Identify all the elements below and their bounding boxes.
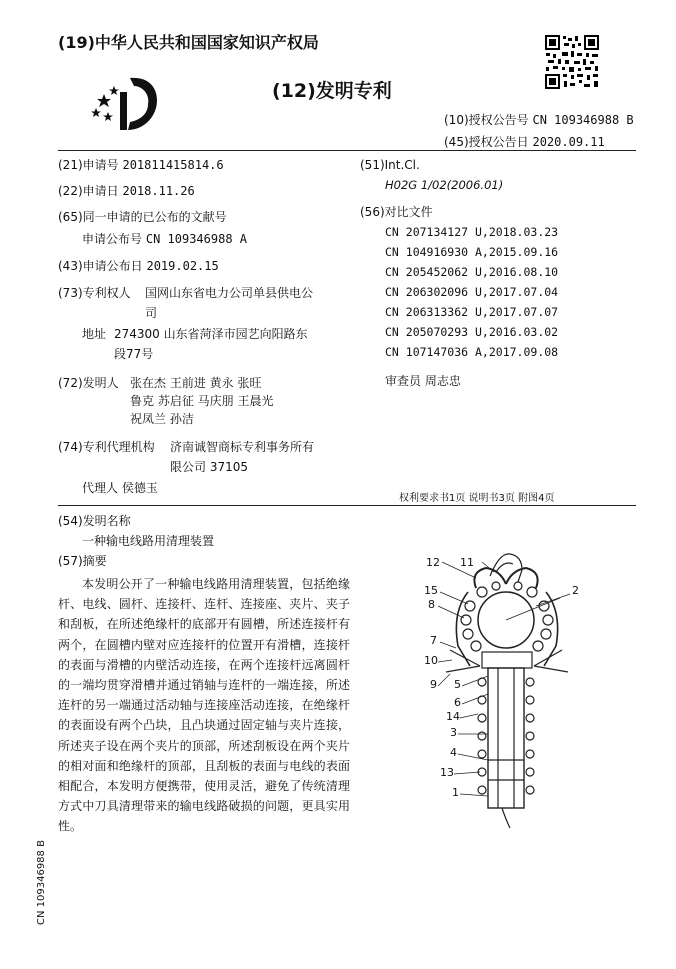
document-type: (12)发明专利	[272, 80, 392, 102]
figure-label: 5	[454, 678, 461, 691]
header-rule	[58, 150, 636, 151]
prior-publication-heading: (65)同一申请的已公布的文献号	[58, 210, 227, 224]
agency-label: (74)专利代理机构	[58, 440, 155, 454]
figure-label: 11	[460, 556, 474, 569]
reference-item: CN 205452062 U,2016.08.10	[385, 265, 559, 279]
reference-item: CN 207134127 U,2018.03.23	[385, 225, 559, 239]
pub-date-label: (43)申请公布日	[58, 259, 143, 273]
grant-date-value: 2020.09.11	[532, 135, 605, 149]
office-name: (19)中华人民共和国国家知识产权局	[58, 33, 319, 52]
inventors-line-2: 鲁克 苏启征 马庆朋 王晨光	[130, 394, 274, 408]
publication-number	[82, 231, 247, 247]
figure-label: 6	[454, 696, 461, 709]
patentee-label: (73)专利权人	[58, 286, 131, 300]
figure-label: 8	[428, 598, 435, 611]
abstract-text: 本发明公开了一种输电线路用清理装置，包括绝缘杆、电线、圆杆、连接杆、连杆、连接座、夹片、夹子和刮板，在所述绝缘杆的底部开有圆槽，所述连接杆有两个，在圆槽内壁对应连接杆的位置开有滑槽，连接杆的表面与滑槽的内壁活动连接，在两个连接杆远离圆杆的一端均贯穿滑槽并通过销轴与连杆的一端连接，所述连杆的另一端通过活动轴与连接座活动连接，在绝缘杆的表面设有两个凸块，且凸块通过固定轴与夹片连接，所述夹子设在两个夹片的顶部，所述刮板设在两个夹片的相对面和绝缘杆的顶部，且刮板的表面与电线的表面相配合，本发明方便携带，使用灵活，避免了传统清理方式中刀具清理带来的输电线路破损的问题，更具实用性。	[58, 577, 350, 834]
reference-item: CN 206313362 U,2017.07.07	[385, 305, 559, 319]
reference-item: CN 104916930 A,2015.09.16	[385, 245, 559, 259]
ipc-label: (51)Int.Cl.	[360, 158, 420, 172]
examiner	[385, 373, 461, 389]
figure-label: 10	[424, 654, 438, 667]
title-label: (54)发明名称	[58, 514, 131, 528]
app-no-value: 201811415814.6	[122, 158, 224, 172]
ipc-value: H02G 1/02(2006.01)	[385, 178, 504, 192]
figure-label: 12	[426, 556, 440, 569]
address-line-2: 段77号	[114, 347, 154, 361]
page-counts: 权利要求书1页 说明书3页 附图4页	[399, 493, 555, 504]
grant-date	[444, 134, 605, 150]
pub-no-value: CN 109346988 A	[145, 232, 247, 246]
figure-label: 1	[452, 786, 459, 799]
abstract-label: (57)摘要	[58, 554, 107, 568]
qr-code	[544, 34, 600, 90]
figure-label: 7	[430, 634, 437, 647]
app-date-value: 2018.11.26	[122, 184, 195, 198]
reference-item: CN 206302096 U,2017.07.04	[385, 285, 559, 299]
application-date	[58, 183, 195, 199]
application-number	[58, 157, 224, 173]
references-label: (56)对比文件	[360, 205, 433, 219]
inventors-label: (72)发明人	[58, 376, 119, 390]
inventors-line-3: 祝凤兰 孙洁	[130, 412, 194, 426]
publication-date	[58, 258, 219, 274]
app-date-label: (22)申请日	[58, 184, 119, 198]
grant-number-label: (10)授权公告号	[444, 113, 529, 127]
reference-item: CN 205070293 U,2016.03.02	[385, 325, 559, 339]
invention-title: 一种输电线路用清理装置	[82, 534, 215, 548]
app-no-label: (21)申请号	[58, 158, 119, 172]
section-rule	[58, 505, 636, 506]
figure-label: 4	[450, 746, 457, 759]
address-label: 地址	[82, 327, 107, 341]
abstract-figure	[410, 548, 610, 828]
examiner-value: 周志忠	[424, 374, 461, 388]
grant-number	[444, 112, 634, 128]
agency-line-1: 济南诚智商标专利事务所有	[170, 440, 315, 454]
figure-label: 15	[424, 584, 438, 597]
figure-label: 13	[440, 766, 454, 779]
pub-date-value: 2019.02.15	[146, 259, 219, 273]
agent	[82, 480, 158, 496]
patentee-line-1: 国网山东省电力公司单县供电公	[145, 286, 314, 300]
figure-label: 14	[446, 710, 460, 723]
patentee-line-2: 司	[145, 306, 158, 320]
agency-line-2: 限公司 37105	[170, 460, 248, 474]
inventors-line-1: 张在杰 王前进 黄永 张旺	[130, 376, 262, 390]
side-document-number: CN 109346988 B	[36, 840, 47, 925]
figure-label: 9	[430, 678, 437, 691]
figure-label: 3	[450, 726, 457, 739]
reference-item: CN 107147036 A,2017.09.08	[385, 345, 559, 359]
agent-value: 侯德玉	[121, 481, 158, 495]
examiner-label: 审查员	[385, 374, 422, 388]
grant-date-label: (45)授权公告日	[444, 135, 529, 149]
figure-label: 2	[572, 584, 579, 597]
grant-number-value: CN 109346988 B	[532, 113, 634, 127]
agent-label: 代理人	[82, 481, 119, 495]
address-line-1: 274300 山东省菏泽市园艺向阳路东	[114, 327, 308, 341]
pub-no-label: 申请公布号	[82, 232, 143, 246]
cnipa-emblem	[90, 74, 162, 132]
